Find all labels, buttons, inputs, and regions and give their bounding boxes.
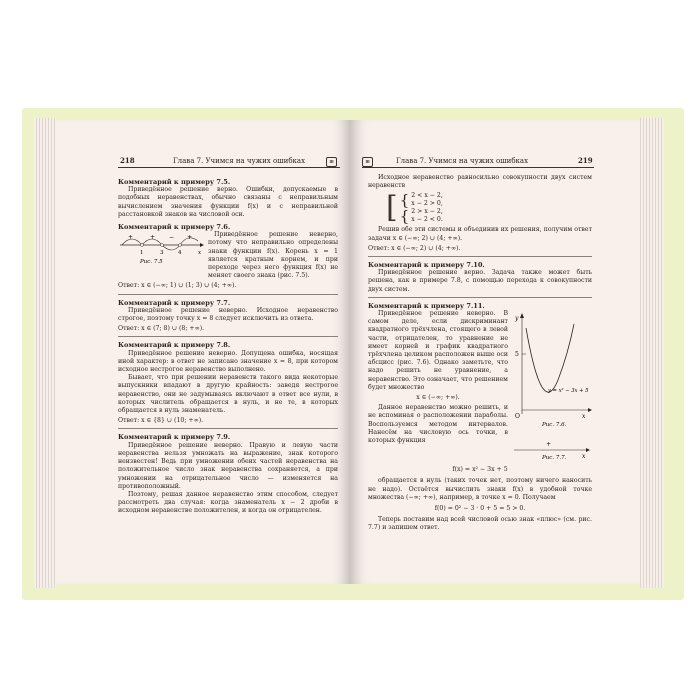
- answer-top: Ответ: x ∈ (−∞; 2) ∪ (4; +∞).: [368, 244, 461, 252]
- tick-4: 4: [178, 250, 182, 257]
- curve-label: y = x² − 3x + 5: [548, 388, 589, 395]
- answer-7-8: Ответ: x ∈ {8} ∪ (10; +∞).: [118, 417, 204, 425]
- page-number-right: 219: [578, 156, 593, 165]
- text-7-8-a: Приведённое решение неверно. Допущена ошибка, носящая иной характер: в ответ не записано значение x = 8, при котором исходное нестрогое неравенство выполнено.: [118, 349, 338, 374]
- sign-chart-7-5: [118, 231, 204, 265]
- text-7-5: Приведённое решение верно. Ошибки, допускаемые в подобных неравенствах, обычно связаны с неправильным вычислением значения функции f(x) и с неправильной расстановкой знаков на числовой оси.: [118, 186, 338, 218]
- sign-3: −: [169, 234, 175, 242]
- right-body: [368, 174, 592, 533]
- text-7-8-b: Бывает, что при решении неравенств такого вида некоторые выпускники впадают в другую крайность: заведя нестрогое неравенство, они не задумываясь включают в ответ все нули, в которых числитель обращается в нуль, и не те, в которых обращается в нуль знаменатель.: [118, 374, 338, 415]
- text-7-11-a: Приведённое решение неверно. В самом деле, если дискриминант квадратного трёхчлена, стоящего в левой части, отрицателен, то уравнение не имеет корней и график квадратного трёхчлена целиком расположен выше оси абсцисс (рис. 7.6). Однако заметьте, что надо решить не уравнение, а неравенство. Это означает, что решением будет множество: [368, 310, 508, 391]
- running-header-left: Глава 7. Учимся на чужих ошибках: [173, 157, 306, 165]
- formula-f0: f(0) = 0² − 3 · 0 + 5 = 5 > 0.: [434, 505, 526, 513]
- figure-7-5: [118, 231, 204, 280]
- separator: [368, 297, 592, 298]
- inequality-3: 2 > x − 2,: [411, 208, 443, 216]
- separator: [118, 294, 338, 295]
- figure-caption-7-5: Рис. 7.5: [140, 259, 163, 266]
- chapter-badge-right: [362, 156, 373, 166]
- heading-7-10: Комментарий к примеру 7.10.: [368, 261, 485, 270]
- text-7-6: Приведённое решение неверно, потому что неправильно определены знаки функции f(x). Корень x = 1 является кратным корнем, и при переходе через него функция f(x) не меняет своего знака (рис. 7.5).: [208, 231, 338, 280]
- text-7-7: Приведённое решение неверно. Исходное неравенство строгое, поэтому точку x = 8 следует исключить из ответа.: [118, 306, 338, 323]
- separator: [368, 256, 592, 257]
- page-number-left: 218: [120, 156, 135, 165]
- heading-7-6: Комментарий к примеру 7.6.: [118, 223, 231, 232]
- sign-2: +: [150, 234, 156, 242]
- page-edges-right: [640, 118, 664, 588]
- axis-x: x: [198, 250, 202, 257]
- figures-7-6-7-7: [512, 310, 592, 463]
- solution-set: x ∈ (−∞; +∞).: [416, 394, 460, 402]
- answer-7-7: Ответ: x ∈ (7; 8) ∪ (8; +∞).: [118, 325, 205, 333]
- text-7-11-c: обращается в нуль (таких точек нет, поэтому ничего наносить не надо). Остаётся вычислить знаки f(x) в удобной точке множества (−∞; +∞), например, в точке x = 0. Получаем: [368, 477, 592, 501]
- answer-7-6: Ответ: x ∈ (−∞; 1) ∪ (1; 3) ∪ (4; +∞).: [118, 282, 237, 290]
- inequality-1: 2 < x − 2,: [411, 192, 443, 200]
- brace-icon: {: [399, 206, 410, 225]
- outer-bracket: [: [386, 190, 398, 226]
- sign-4: +: [187, 234, 193, 242]
- plus-sign: +: [546, 441, 552, 449]
- figure-caption-7-6: Рис. 7.6.: [542, 422, 567, 429]
- intro-text: Исходное неравенство равносильно совокупности двух систем неравенств: [368, 174, 592, 190]
- tick-1: 1: [140, 250, 144, 257]
- system-of-inequalities: [386, 192, 592, 224]
- left-body: [118, 174, 338, 516]
- parabola-graph: [512, 310, 592, 460]
- heading-7-8: Комментарий к примеру 7.8.: [118, 341, 231, 350]
- axis-x-7-7: x: [582, 453, 586, 461]
- sign-1: +: [128, 234, 134, 242]
- tick-5: 5: [515, 351, 519, 359]
- block-7-6: [118, 231, 338, 280]
- text-7-10: Приведённое решение верно. Задача также может быть решена, как в примере 7.8, с помощью перехода к совокупности двух систем.: [368, 269, 592, 293]
- text-7-9-a: Приведённое решение неверно. Правую и левую части неравенства нельзя умножать на выражение, знак которого неизвестен! Ведь при умножении обеих частей неравенства на положительное число знак неравенства сохраняется, а при умножении на отрицательное число — изменяется на противоположный.: [118, 441, 338, 490]
- block-7-11: [368, 310, 592, 463]
- running-header-right: Глава 7. Учимся на чужих ошибках: [396, 157, 529, 165]
- separator: [118, 336, 338, 337]
- right-page: [350, 120, 640, 584]
- heading-7-7: Комментарий к примеру 7.7.: [118, 298, 231, 307]
- book-icon: ⊞: [326, 157, 337, 167]
- tick-3: 3: [160, 250, 164, 257]
- separator: [118, 428, 338, 429]
- x-axis-label: x: [582, 413, 586, 421]
- brace-icon: {: [399, 190, 410, 209]
- text-7-11-d: Теперь поставим над всей числовой осью знак «плюс» (см. рис. 7.7) и запишем ответ.: [368, 516, 592, 532]
- figure-caption-7-7: Рис. 7.7.: [542, 455, 567, 461]
- after-system-text: Решив обе эти системы и объединив их решения, получим ответ задачи x ∈ (−∞; 2) ∪ (4; +∞).: [368, 226, 592, 242]
- header-rule-left: [118, 167, 340, 168]
- book-icon: ⊞: [362, 157, 373, 167]
- inequality-2: x − 2 > 0,: [411, 200, 443, 208]
- text-7-9-b: Поэтому, решая данное неравенство этим способом, следует рассмотреть два случая: когда знаменатель x − 2 дроби в исходном неравенстве положителен, и когда он отрицателен.: [118, 490, 338, 515]
- origin-label: O: [515, 413, 520, 421]
- heading-7-9: Комментарий к примеру 7.9.: [118, 433, 231, 442]
- page-edges-left: [34, 118, 56, 588]
- inequality-4: x − 2 < 0.: [411, 216, 443, 224]
- left-page: [56, 120, 350, 584]
- y-axis-label: y: [515, 315, 519, 323]
- text-7-11-b: Данное неравенство можно решить, и не вспоминая о расположении параболы. Воспользуемся методом интервалов. Нанесём на числовую ось точки, в которых функция: [368, 404, 508, 445]
- formula-fx: f(x) = x² − 3x + 5: [452, 466, 508, 474]
- heading-7-11: Комментарий к примеру 7.11.: [368, 301, 485, 310]
- header-rule-right: [362, 167, 594, 168]
- heading-7-5: Комментарий к примеру 7.5.: [118, 178, 231, 186]
- chapter-badge-left: [326, 156, 337, 166]
